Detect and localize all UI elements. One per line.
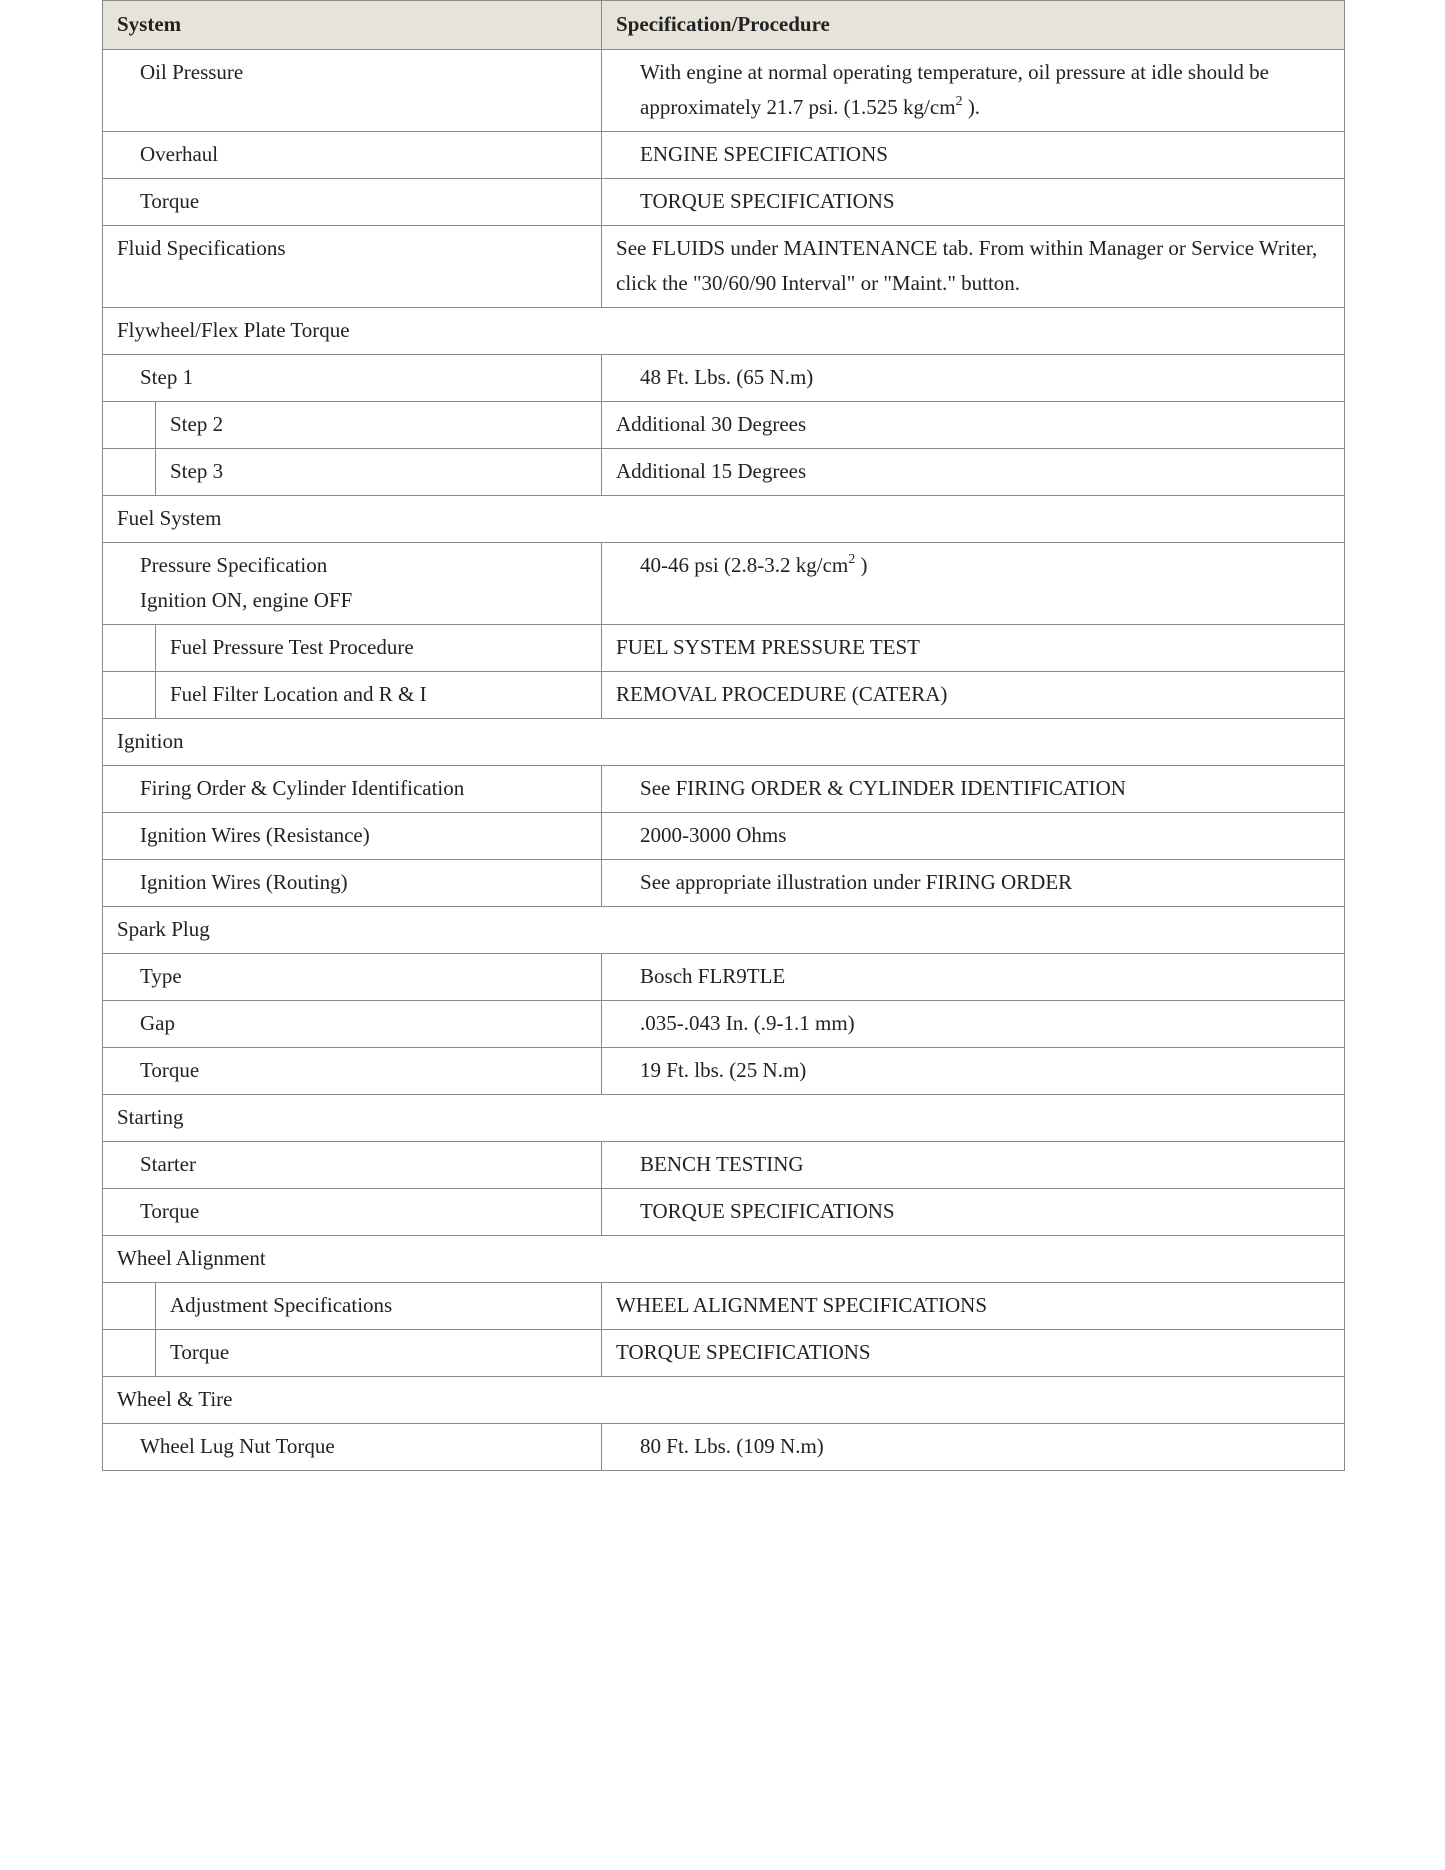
spec-text: 40-46 psi (2.8-3.2 kg/cm xyxy=(640,553,849,577)
indent-cell xyxy=(103,1283,156,1330)
row-spec: See FLUIDS under MAINTENANCE tab. From within Manager or Service Writer, click the "30/60/90 Interval" or "Maint." button. xyxy=(602,226,1345,308)
row-spec: 2000-3000 Ohms xyxy=(602,813,1345,860)
row-label: Step 2 xyxy=(156,402,602,449)
section-heading: Wheel Alignment xyxy=(103,1236,1345,1283)
section-row xyxy=(103,308,1345,355)
indent-cell xyxy=(103,402,156,449)
section-heading: Spark Plug xyxy=(103,907,1345,954)
row-label: Step 1 xyxy=(103,355,602,402)
table-row xyxy=(103,766,1345,813)
row-label xyxy=(103,543,602,625)
table-row xyxy=(103,1001,1345,1048)
section-row xyxy=(103,907,1345,954)
indent-cell xyxy=(103,449,156,496)
section-row xyxy=(103,719,1345,766)
label-line: Ignition ON, engine OFF xyxy=(140,588,353,612)
row-spec: TORQUE SPECIFICATIONS xyxy=(602,1330,1345,1377)
row-spec: TORQUE SPECIFICATIONS xyxy=(602,179,1345,226)
section-row xyxy=(103,496,1345,543)
row-spec: Additional 15 Degrees xyxy=(602,449,1345,496)
section-heading: Wheel & Tire xyxy=(103,1377,1345,1424)
spec-text-end: ). xyxy=(962,95,981,119)
table-row xyxy=(103,355,1345,402)
indent-cell xyxy=(103,1330,156,1377)
superscript: 2 xyxy=(848,552,856,567)
row-label: Fuel Pressure Test Procedure xyxy=(156,625,602,672)
row-label: Firing Order & Cylinder Identification xyxy=(103,766,602,813)
row-label: Overhaul xyxy=(103,132,602,179)
table-row xyxy=(103,50,1345,132)
table-row xyxy=(103,132,1345,179)
row-spec: Additional 30 Degrees xyxy=(602,402,1345,449)
table-row xyxy=(103,226,1345,308)
table-row xyxy=(103,625,1345,672)
indent-cell xyxy=(103,672,156,719)
row-label: Step 3 xyxy=(156,449,602,496)
row-spec xyxy=(602,543,1345,625)
section-heading: Starting xyxy=(103,1095,1345,1142)
row-spec: REMOVAL PROCEDURE (CATERA) xyxy=(602,672,1345,719)
row-label: Adjustment Specifications xyxy=(156,1283,602,1330)
row-label: Fuel Filter Location and R & I xyxy=(156,672,602,719)
specifications-table xyxy=(102,0,1345,1471)
table-row xyxy=(103,543,1345,625)
row-spec: Bosch FLR9TLE xyxy=(602,954,1345,1001)
row-spec: WHEEL ALIGNMENT SPECIFICATIONS xyxy=(602,1283,1345,1330)
row-spec: See appropriate illustration under FIRING ORDER xyxy=(602,860,1345,907)
table-row xyxy=(103,402,1345,449)
row-spec: 19 Ft. lbs. (25 N.m) xyxy=(602,1048,1345,1095)
table-row xyxy=(103,1048,1345,1095)
table-row xyxy=(103,1330,1345,1377)
header-spec: Specification/Procedure xyxy=(602,1,1345,50)
table-row xyxy=(103,179,1345,226)
table-row xyxy=(103,860,1345,907)
row-spec: BENCH TESTING xyxy=(602,1142,1345,1189)
section-row xyxy=(103,1095,1345,1142)
section-heading: Flywheel/Flex Plate Torque xyxy=(103,308,1345,355)
spec-text-end: ) xyxy=(855,553,868,577)
row-label: Starter xyxy=(103,1142,602,1189)
row-label: Ignition Wires (Routing) xyxy=(103,860,602,907)
indent-cell xyxy=(103,625,156,672)
header-system: System xyxy=(103,1,602,50)
table-row xyxy=(103,1283,1345,1330)
row-label: Ignition Wires (Resistance) xyxy=(103,813,602,860)
section-row xyxy=(103,1236,1345,1283)
row-label: Torque xyxy=(103,1048,602,1095)
row-spec: 80 Ft. Lbs. (109 N.m) xyxy=(602,1424,1345,1471)
table-row xyxy=(103,449,1345,496)
table-row xyxy=(103,954,1345,1001)
row-spec: 48 Ft. Lbs. (65 N.m) xyxy=(602,355,1345,402)
row-label: Oil Pressure xyxy=(103,50,602,132)
table-row xyxy=(103,672,1345,719)
row-spec: ENGINE SPECIFICATIONS xyxy=(602,132,1345,179)
section-row xyxy=(103,1377,1345,1424)
table-row xyxy=(103,1189,1345,1236)
row-spec: See FIRING ORDER & CYLINDER IDENTIFICATION xyxy=(602,766,1345,813)
row-label: Gap xyxy=(103,1001,602,1048)
section-heading: Ignition xyxy=(103,719,1345,766)
row-spec: .035-.043 In. (.9-1.1 mm) xyxy=(602,1001,1345,1048)
superscript: 2 xyxy=(955,94,963,109)
row-label: Torque xyxy=(103,179,602,226)
row-spec: TORQUE SPECIFICATIONS xyxy=(602,1189,1345,1236)
table-row xyxy=(103,1142,1345,1189)
row-label: Torque xyxy=(103,1189,602,1236)
table-row xyxy=(103,1424,1345,1471)
section-heading: Fuel System xyxy=(103,496,1345,543)
row-spec: FUEL SYSTEM PRESSURE TEST xyxy=(602,625,1345,672)
row-label: Type xyxy=(103,954,602,1001)
row-label: Fluid Specifications xyxy=(103,226,602,308)
table-header-row xyxy=(103,1,1345,50)
row-label: Wheel Lug Nut Torque xyxy=(103,1424,602,1471)
spec-text: With engine at normal operating temperature, oil pressure at idle should be approximately 21.7 psi. (1.525 kg/cm xyxy=(640,60,1269,119)
label-line: Pressure Specification xyxy=(140,553,328,577)
row-spec xyxy=(602,50,1345,132)
table-row xyxy=(103,813,1345,860)
row-label: Torque xyxy=(156,1330,602,1377)
